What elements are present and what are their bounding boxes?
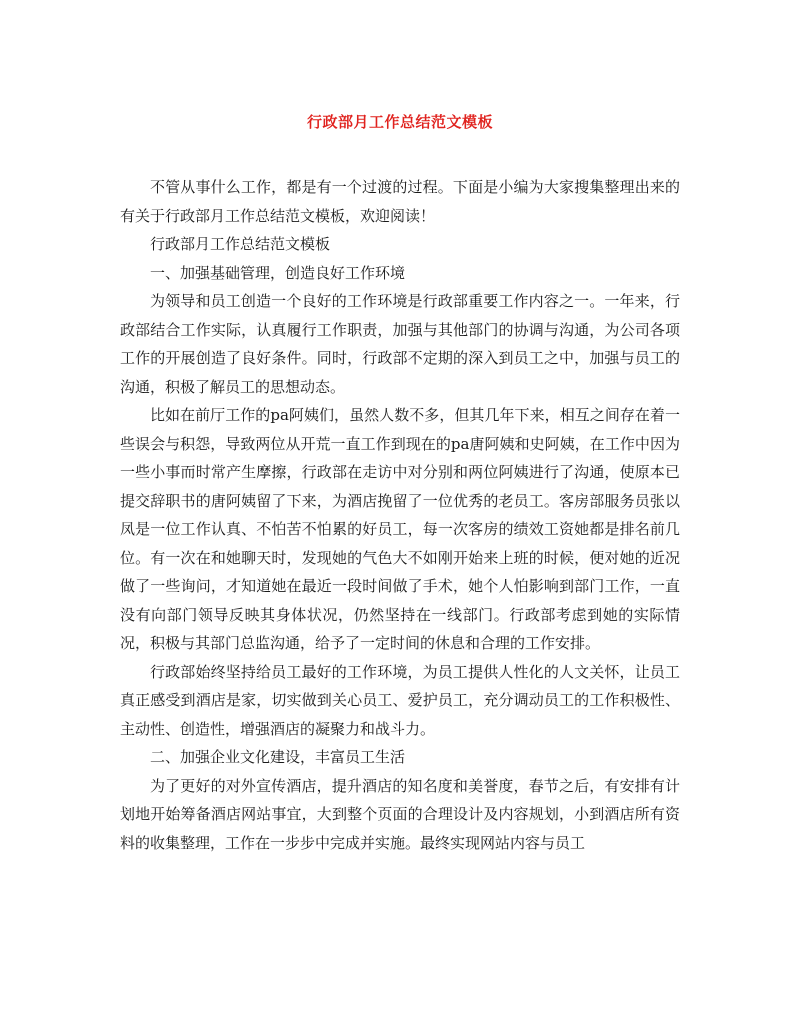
body-paragraph: 比如在前厅工作的pa阿姨们，虽然人数不多，但其几年下来，相互之间存在着一些误会与积怨，导致两位从开荒一直工作到现在的pa唐阿姨和史阿姨，在工作中因为一些小事而时常产生摩擦，行政部在走访中对分别和两位阿姨进行了沟通，使原本已提交辞职书的唐阿姨留了下来，为酒店挽留了一位优秀的老员工。客房部服务员张以凤是一位工作认真、不怕苦不怕累的好员工，每一次客房的绩效工资她都是排名前几位。有一次在和她聊天时，发现她的气色大不如刚开始来上班的时候，便对她的近况做了一些询问，才知道她在最近一段时间做了手术，她个人怕影响到部门工作，一直没有向部门领导反映其身体状况，仍然坚持在一线部门。行政部考虑到她的实际情况，积极与其部门总监沟通，给予了一定时间的休息和合理的工作安排。: [120, 406, 680, 652]
body-paragraph: 为领导和员工创造一个良好的工作环境是行政部重要工作内容之一。一年来，行政部结合工作实际，认真履行工作职责，加强与其他部门的协调与沟通，为公司各项工作的开展创造了良好条件。同时，行政部不定期的深入到员工之中，加强与员工的沟通，积极了解员工的思想动态。: [120, 292, 680, 396]
section-heading-2: 二、加强企业文化建设，丰富员工生活: [150, 748, 406, 766]
document-body: [120, 173, 680, 857]
body-paragraph: 行政部始终坚持给员工最好的工作环境，为员工提供人性化的人文关怀，让员工真正感受到酒店是家，切实做到关心员工、爱护员工，充分调动员工的工作积极性、主动性、创造性，增强酒店的凝聚力和战斗力。: [120, 662, 680, 738]
body-paragraph: 为了更好的对外宣传酒店，提升酒店的知名度和美誉度，春节之后，有安排有计划地开始筹备酒店网站事宜，大到整个页面的合理设计及内容规划，小到酒店所有资料的收集整理，工作在一步步中完成并实施。最终实现网站内容与员工: [120, 776, 680, 852]
document-title: 行政部月工作总结范文模板: [306, 113, 493, 131]
intro-paragraph: 不管从事什么工作，都是有一个过渡的过程。下面是小编为大家搜集整理出来的有关于行政部月工作总结范文模板，欢迎阅读！: [120, 178, 680, 225]
subtitle-heading: 行政部月工作总结范文模板: [150, 235, 331, 253]
section-heading-1: 一、加强基础管理，创造良好工作环境: [150, 263, 406, 282]
